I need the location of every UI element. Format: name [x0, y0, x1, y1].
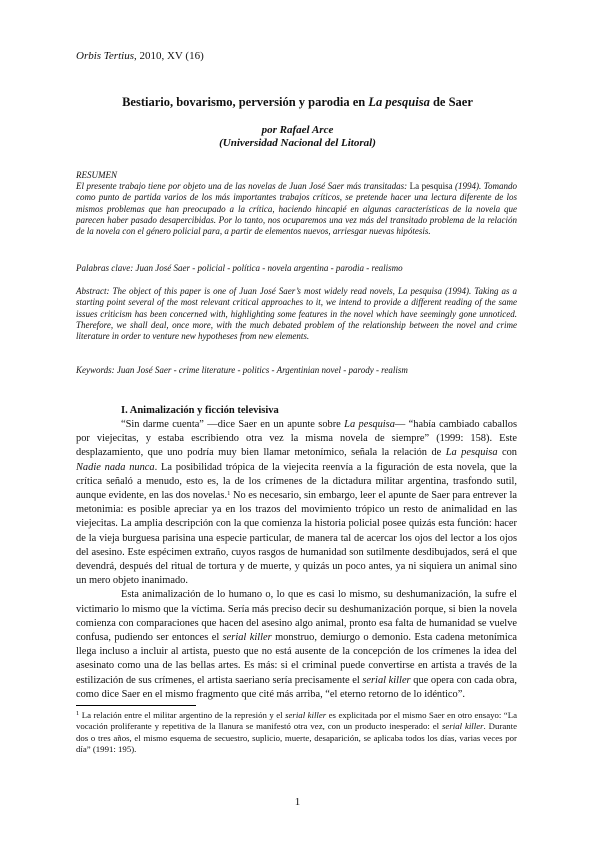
text-run-italic: Nadie nada nunca — [76, 461, 155, 473]
resumen-label: RESUMEN — [76, 170, 117, 180]
text-run: que opera con cada obra, como dice Saer en el mismo fragmento que cité más arriba, “el eterno retorno de lo idéntico”. — [76, 674, 517, 700]
title-italic-part: La pesquisa — [368, 95, 430, 109]
title-part: de Saer — [429, 95, 473, 109]
text-run: Esta animalización de lo humano o, lo que es casi lo mismo, su deshumanización, la sufre el victimario lo mismo que la víctima. Sería más preciso decir su deshumanización porque, si bien la novela comienza con comparaciones que hacen del asesino algo animal, pronto esa falta de humanidad se vuelve confusa, pudiendo ser entonces el — [76, 589, 517, 644]
text-run-italic: La pesquisa — [445, 447, 498, 459]
text-run: es explicitada por el mismo Saer en otro ensayo: “La vocación proliferante y repetitiva de la llanura se manifestó otra vez, con un producto inesperado: el — [76, 710, 517, 732]
resumen-part: El presente trabajo tiene por objeto una de las novelas de Juan José Saer más transitadas: — [76, 181, 410, 191]
text-run-italic: serial killer — [362, 674, 411, 686]
footnote-divider — [76, 705, 196, 706]
footnote-marker[interactable]: 1 — [227, 490, 231, 498]
author-block — [60, 124, 535, 150]
journal-header — [76, 50, 204, 62]
footnote — [76, 710, 517, 756]
footnote-number: 1 — [76, 710, 80, 717]
text-run-italic: serial killer — [442, 721, 484, 732]
title-part: Bestiario, bovarismo, perversión y parodia en — [122, 95, 369, 109]
page-number: 1 — [294, 796, 301, 808]
body-text — [76, 418, 517, 702]
keywords: Keywords: Juan José Saer - crime literature - politics - Argentinian novel - parody - realism — [76, 365, 408, 375]
article-title — [60, 95, 535, 110]
resumen-part: (1994). Tomando como punto de partida varios de los más importantes trabajos críticos, se pretende hacer una lectura diferente de los mismos problemas que han preocupado a la crítica, haciendo hincapié en algunas características de la novela que parecen haber pasado desapercibidas. Por lo tanto, nos ocuparemos una vez más del transitado problema de la relación de la novela con el género policial para, a partir de elementos nuevos, arriesgar nuevas hipótesis. — [76, 181, 517, 237]
resumen-upright-part: La pesquisa — [409, 181, 453, 191]
palabras-clave: Palabras clave: Juan José Saer - policial - política - novela argentina - parodia - realismo — [76, 263, 403, 273]
text-run: . Durante dos o tres años, el mismo esquema de secuestro, suplicio, muerte, desaparición, se aplicaba todos los días, varias veces por día” (1991: 195). — [76, 721, 517, 755]
paragraph-1 — [76, 418, 517, 588]
resumen-text — [76, 181, 517, 237]
text-run: monstruo, demiurgo o demonio. Esta cadena metonímica llega incluso a incluir al artista, puesto que no está ausente de la concepción de los crímenes la idea del asesinato como una de las bellas artes. Es más: si el criminal puede convertirse en artista a través de la estilización de sus crímenes, el artista saeriano sería precisamente el — [76, 632, 517, 686]
text-run: — “había cambiado caballos por viejecitas, y estaba escribiendo otra vez la misma novela de siempre” (1999: 158). Este desplazamiento, que uno podría muy bien llamar metonímico, señala la relación de — [76, 419, 517, 459]
text-run: . La posibilidad trópica de la viejecita reenvía a la figuración de esta novela, que la crítica señaló a menudo, esto es, la de los crímenes de la dictadura militar argentina, trasfondo sutil, aunque evidente, en las dos novelas. — [76, 461, 517, 502]
text-run: No es necesario, sin embargo, leer el apunte de Saer para entrever la metonimia: es posible apreciar ya en los trazos del movimiento trópico un resto de animalidad en las viejecitas. La amplia descripción con la que comienza la historia policial posee quizás esta función: hacer de la vieja burguesa parisina una especie particular, de manera tal de acercar los ojos del lector a los ojos del asesino. Este espécimen extraño, cuyos rasgos de humanidad son sutilmente desdibujados, será el que devendrá, después del ritual de tortura y de muerte, y quizás un poco antes, ya ni siquiera un animal sino un mero objeto inanimado. — [76, 490, 517, 587]
abstract-text: Abstract: The object of this paper is one of Juan José Saer’s most widely read novels, La pesquisa (1994). Taking as a starting point several of the most relevant critical approaches to it, we intend to provide a different reading of the same issues criticism has been concerned with, highlighting some features in the novel which have seemingly gone unnoticed. Therefore, we shall deal, once more, with the much debated problem of the relationship between the novel and crime literature in order to venture new hypotheses from new elements. — [76, 286, 517, 342]
journal-issue: , 2010, XV (16) — [133, 50, 204, 62]
text-run-italic: La pesquisa — [344, 419, 395, 430]
text-run-italic: serial killer — [285, 710, 327, 720]
author-byline: por Rafael Arce — [261, 124, 334, 136]
text-run: “Sin darme cuenta” —dice Saer en un apunte sobre — [121, 419, 345, 430]
paragraph-2 — [76, 588, 517, 702]
author-affiliation: (Universidad Nacional del Litoral) — [219, 137, 376, 149]
section-heading: I. Animalización y ficción televisiva — [121, 405, 279, 416]
text-run-italic: serial killer — [222, 632, 272, 644]
text-run: con — [497, 447, 517, 459]
text-run: La relación entre el militar argentino de la represión y el — [79, 710, 286, 720]
journal-name: Orbis Tertius — [76, 50, 134, 62]
